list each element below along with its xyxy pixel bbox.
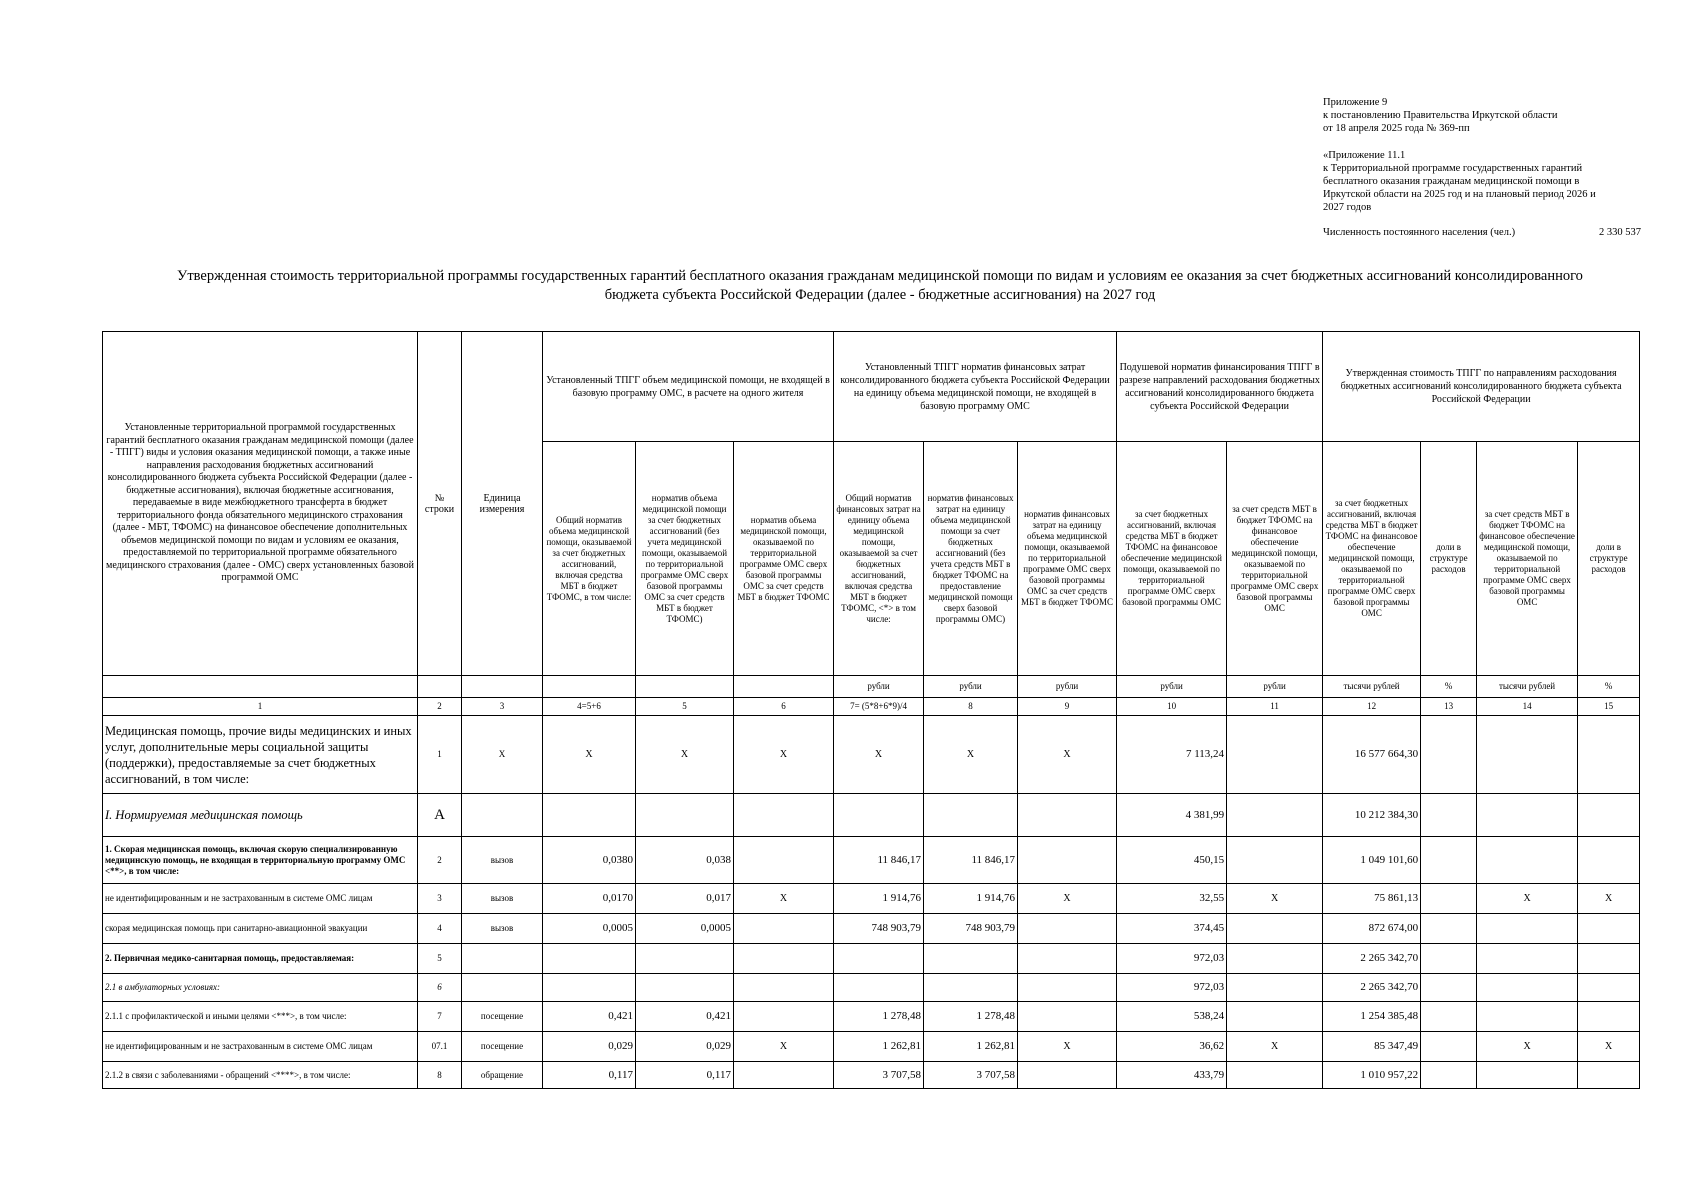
cell-c11 <box>1227 837 1323 884</box>
cell-c10: 32,55 <box>1117 884 1227 914</box>
unit-cell: рубли <box>1227 676 1323 698</box>
cell-c6 <box>734 944 834 974</box>
table-row <box>103 716 1640 794</box>
cell-c7: 11 846,17 <box>834 837 924 884</box>
cell-c7: 3 707,58 <box>834 1062 924 1089</box>
cell-c5: 0,421 <box>636 1002 734 1032</box>
cell-c7: Х <box>834 716 924 794</box>
header-col-13: доли в структуре расходов <box>1421 442 1477 676</box>
cell-c15: Х <box>1578 1032 1640 1062</box>
cell-c7: 1 278,48 <box>834 1002 924 1032</box>
cell-c5: 0,038 <box>636 837 734 884</box>
table-body <box>103 716 1640 1089</box>
row-unit <box>462 794 543 837</box>
header-group-approved-cost: Утвержденная стоимость ТПГГ по направлениям расходования бюджетных ассигнований консолидированного бюджета субъекта Российской Федерации <box>1323 332 1640 442</box>
cell-c12: 75 861,13 <box>1323 884 1421 914</box>
population-label: Численность постоянного населения (чел.) <box>1323 227 1516 238</box>
column-number: 11 <box>1227 698 1323 716</box>
annex-line: «Приложение 11.1 <box>1323 150 1406 161</box>
column-number: 10 <box>1117 698 1227 716</box>
cell-c12: 85 347,49 <box>1323 1032 1421 1062</box>
row-unit: обращение <box>462 1062 543 1089</box>
cell-c6 <box>734 1002 834 1032</box>
cell-c13 <box>1421 914 1477 944</box>
cell-c4: 0,0005 <box>543 914 636 944</box>
column-number: 12 <box>1323 698 1421 716</box>
row-label: I. Нормируемая медицинская помощь <box>103 794 418 837</box>
annex-line: Иркутской области на 2025 год и на плановый период 2026 и <box>1323 189 1596 200</box>
cell-c4: 0,421 <box>543 1002 636 1032</box>
cell-c13 <box>1421 884 1477 914</box>
cell-c15 <box>1578 794 1640 837</box>
cell-c8: 1 278,48 <box>924 1002 1018 1032</box>
cell-c6 <box>734 794 834 837</box>
cell-c4: 0,029 <box>543 1032 636 1062</box>
units-row <box>103 676 1640 698</box>
cell-c11: Х <box>1227 884 1323 914</box>
table-row <box>103 884 1640 914</box>
row-label: 2. Первичная медико-санитарная помощь, предоставляемая: <box>103 944 418 974</box>
cell-c8: Х <box>924 716 1018 794</box>
cell-c14 <box>1477 974 1578 1002</box>
row-unit: вызов <box>462 914 543 944</box>
row-number: 8 <box>418 1062 462 1089</box>
cell-c14 <box>1477 914 1578 944</box>
table-row <box>103 1032 1640 1062</box>
unit-cell: рубли <box>1018 676 1117 698</box>
cell-c14 <box>1477 837 1578 884</box>
row-number: 6 <box>418 974 462 1002</box>
cell-c6: Х <box>734 1032 834 1062</box>
column-number-row <box>103 698 1640 716</box>
cell-c4 <box>543 794 636 837</box>
cell-c9 <box>1018 837 1117 884</box>
cell-c15 <box>1578 974 1640 1002</box>
cell-c13 <box>1421 716 1477 794</box>
row-unit: посещение <box>462 1002 543 1032</box>
cell-c14 <box>1477 1002 1578 1032</box>
cell-c12: 1 049 101,60 <box>1323 837 1421 884</box>
cell-c14 <box>1477 716 1578 794</box>
cell-c8: 11 846,17 <box>924 837 1018 884</box>
row-label: скорая медицинская помощь при санитарно-авиационной эвакуации <box>103 914 418 944</box>
unit-cell <box>636 676 734 698</box>
cell-c11 <box>1227 1062 1323 1089</box>
row-label: не идентифицированным и не застрахованным в системе ОМС лицам <box>103 884 418 914</box>
header-col-14: за счет средств МБТ в бюджет ТФОМС на финансовое обеспечение медицинской помощи, оказываемой по территориальной программе ОМС сверх базовой программы ОМС <box>1477 442 1578 676</box>
cell-c11 <box>1227 944 1323 974</box>
unit-cell <box>734 676 834 698</box>
cell-c5 <box>636 794 734 837</box>
cell-c4 <box>543 944 636 974</box>
document-title-line-2: бюджета субъекта Российской Федерации (далее - бюджетные ассигнования) на 2027 год <box>604 287 1156 303</box>
annex-line: к постановлению Правительства Иркутской области <box>1323 110 1558 121</box>
cell-c15 <box>1578 1002 1640 1032</box>
annex-line: к Территориальной программе государственных гарантий <box>1323 163 1583 174</box>
cell-c11: Х <box>1227 1032 1323 1062</box>
unit-cell: % <box>1421 676 1477 698</box>
row-number: 5 <box>418 944 462 974</box>
row-label: 2.1.1 с профилактической и иными целями <***>, в том числе: <box>103 1002 418 1032</box>
unit-cell: тысячи рублей <box>1323 676 1421 698</box>
population-line <box>1323 227 1641 238</box>
column-number: 6 <box>734 698 834 716</box>
unit-cell <box>418 676 462 698</box>
unit-cell: рубли <box>834 676 924 698</box>
document-title-line-1: Утвержденная стоимость территориальной программы государственных гарантий бесплатного оказания гражданам медицинской помощи по видам и условиям ее оказания за счет бюджетных ассигнований консолидированного <box>177 268 1583 284</box>
cell-c4: Х <box>543 716 636 794</box>
header-col-5: норматив объема медицинской помощи за счет бюджетных ассигнований (без учета медицинской помощи, оказываемой по территориальной программе ОМС сверх базовой программы ОМС за счет средств МБТ в бюджет ТФОМС) <box>636 442 734 676</box>
cell-c7 <box>834 974 924 1002</box>
cell-c9 <box>1018 944 1117 974</box>
row-number: 2 <box>418 837 462 884</box>
row-unit <box>462 974 543 1002</box>
cell-c8 <box>924 974 1018 1002</box>
cell-c13 <box>1421 1002 1477 1032</box>
header-col-10: за счет бюджетных ассигнований, включая средства МБТ в бюджет ТФОМС на финансовое обеспечение медицинской помощи, оказываемой по территориальной программе ОМС сверх базовой программы ОМС <box>1117 442 1227 676</box>
cell-c12: 2 265 342,70 <box>1323 974 1421 1002</box>
cell-c10: 450,15 <box>1117 837 1227 884</box>
cell-c7: 1 262,81 <box>834 1032 924 1062</box>
cell-c4 <box>543 974 636 1002</box>
table-row <box>103 1002 1640 1032</box>
annex-line: от 18 апреля 2025 года № 369-пп <box>1323 123 1470 134</box>
header-group-per-capita: Подушевой норматив финансирования ТПГГ в разрезе направлений расходования бюджетных ассигнований консолидированного бюджета субъекта Российской Федерации <box>1117 332 1323 442</box>
cell-c15 <box>1578 944 1640 974</box>
cell-c12: 1 010 957,22 <box>1323 1062 1421 1089</box>
cell-c14: Х <box>1477 884 1578 914</box>
row-label: 2.1.2 в связи с заболеваниями - обращений <****>, в том числе: <box>103 1062 418 1089</box>
cell-c12: 1 254 385,48 <box>1323 1002 1421 1032</box>
header-col-2: № строки <box>418 332 462 676</box>
cell-c5: 0,0005 <box>636 914 734 944</box>
unit-cell <box>543 676 636 698</box>
cell-c14 <box>1477 1062 1578 1089</box>
cell-c6 <box>734 1062 834 1089</box>
cell-c15 <box>1578 716 1640 794</box>
column-number: 9 <box>1018 698 1117 716</box>
cell-c6: Х <box>734 884 834 914</box>
table-row <box>103 1062 1640 1089</box>
annex-line: 2027 годов <box>1323 202 1372 213</box>
row-label: не идентифицированным и не застрахованным в системе ОМС лицам <box>103 1032 418 1062</box>
cell-c9: Х <box>1018 884 1117 914</box>
cell-c10: 972,03 <box>1117 944 1227 974</box>
cell-c5 <box>636 974 734 1002</box>
cell-c15: Х <box>1578 884 1640 914</box>
cell-c12: 2 265 342,70 <box>1323 944 1421 974</box>
row-number: 1 <box>418 716 462 794</box>
cell-c4: 0,0380 <box>543 837 636 884</box>
cell-c13 <box>1421 794 1477 837</box>
cell-c12: 872 674,00 <box>1323 914 1421 944</box>
cell-c6 <box>734 914 834 944</box>
row-number: А <box>418 794 462 837</box>
column-number: 14 <box>1477 698 1578 716</box>
cell-c10: 4 381,99 <box>1117 794 1227 837</box>
cell-c15 <box>1578 837 1640 884</box>
population-value: 2 330 537 <box>1599 227 1641 238</box>
cell-c10: 36,62 <box>1117 1032 1227 1062</box>
cell-c11 <box>1227 914 1323 944</box>
header-col-8: норматив финансовых затрат на единицу объема медицинской помощи за счет бюджетных ассигнований (без учета средств МБТ в бюджет ТФОМС на предоставление медицинской помощи сверх базовой программы ОМС) <box>924 442 1018 676</box>
annex-reference-2 <box>1323 149 1653 214</box>
unit-cell: тысячи рублей <box>1477 676 1578 698</box>
cell-c13 <box>1421 944 1477 974</box>
unit-cell <box>103 676 418 698</box>
cell-c11 <box>1227 716 1323 794</box>
header-col-7: Общий норматив финансовых затрат на единицу объема медицинской помощи, оказываемой за счет бюджетных ассигнований, включая средства МБТ в бюджет ТФОМС, <*> в том числе: <box>834 442 924 676</box>
cell-c6 <box>734 837 834 884</box>
cell-c8: 3 707,58 <box>924 1062 1018 1089</box>
cell-c8 <box>924 944 1018 974</box>
column-number: 5 <box>636 698 734 716</box>
annex-reference-1 <box>1323 96 1653 135</box>
cell-c10: 538,24 <box>1117 1002 1227 1032</box>
row-unit: Х <box>462 716 543 794</box>
cell-c6 <box>734 974 834 1002</box>
table-row <box>103 914 1640 944</box>
cell-c14 <box>1477 944 1578 974</box>
header-col-12: за счет бюджетных ассигнований, включая средства МБТ в бюджет ТФОМС на финансовое обеспечение медицинской помощи, оказываемой по территориальной программе ОМС сверх базовой программы ОМС <box>1323 442 1421 676</box>
table-row <box>103 944 1640 974</box>
column-number: 4=5+6 <box>543 698 636 716</box>
cell-c5 <box>636 944 734 974</box>
cell-c10: 374,45 <box>1117 914 1227 944</box>
cell-c11 <box>1227 974 1323 1002</box>
cell-c8: 1 914,76 <box>924 884 1018 914</box>
unit-cell: рубли <box>1117 676 1227 698</box>
cell-c5: Х <box>636 716 734 794</box>
row-number: 7 <box>418 1002 462 1032</box>
annex-line: бесплатного оказания гражданам медицинской помощи в <box>1323 176 1580 187</box>
cell-c12: 16 577 664,30 <box>1323 716 1421 794</box>
header-col-11: за счет средств МБТ в бюджет ТФОМС на финансовое обеспечение медицинской помощи, оказываемой по территориальной программе ОМС сверх базовой программы ОМС <box>1227 442 1323 676</box>
cell-c5: 0,117 <box>636 1062 734 1089</box>
cell-c15 <box>1578 914 1640 944</box>
row-number: 3 <box>418 884 462 914</box>
cell-c15 <box>1578 1062 1640 1089</box>
cell-c10: 7 113,24 <box>1117 716 1227 794</box>
row-unit: вызов <box>462 837 543 884</box>
cost-table <box>102 331 1640 1089</box>
cell-c7: 748 903,79 <box>834 914 924 944</box>
cell-c5: 0,029 <box>636 1032 734 1062</box>
table-row <box>103 974 1640 1002</box>
row-label: 1. Скорая медицинская помощь, включая скорую специализированную медицинскую помощь, не входящая в территориальную программу ОМС <**>, в том числе: <box>103 837 418 884</box>
row-unit <box>462 944 543 974</box>
cell-c9 <box>1018 794 1117 837</box>
header-group-volume: Установленный ТПГГ объем медицинской помощи, не входящей в базовую программу ОМС, в расчете на одного жителя <box>543 332 834 442</box>
cell-c12: 10 212 384,30 <box>1323 794 1421 837</box>
cell-c7: 1 914,76 <box>834 884 924 914</box>
cell-c13 <box>1421 974 1477 1002</box>
document-title <box>110 267 1650 305</box>
header-col-6: норматив объема медицинской помощи, оказываемой по территориальной программе ОМС сверх базовой программы ОМС за счет средств МБТ в бюджет ТФОМС <box>734 442 834 676</box>
cell-c4: 0,0170 <box>543 884 636 914</box>
row-label: Медицинская помощь, прочие виды медицинских и иных услуг, дополнительные меры социальной защиты (поддержки), предоставляемые за счет бюджетных ассигнований, в том числе: <box>103 716 418 794</box>
header-row-groups <box>103 332 1640 442</box>
annex-line: Приложение 9 <box>1323 97 1388 108</box>
cell-c11 <box>1227 794 1323 837</box>
header-col-3: Единица измерения <box>462 332 543 676</box>
cell-c9: Х <box>1018 716 1117 794</box>
cell-c9 <box>1018 914 1117 944</box>
row-unit: посещение <box>462 1032 543 1062</box>
cell-c10: 972,03 <box>1117 974 1227 1002</box>
unit-cell: % <box>1578 676 1640 698</box>
cell-c13 <box>1421 1032 1477 1062</box>
unit-cell <box>462 676 543 698</box>
header-col-9: норматив финансовых затрат на единицу объема медицинской помощи, оказываемой по территориальной программе ОМС сверх базовой программы ОМС за счет средств МБТ в бюджет ТФОМС <box>1018 442 1117 676</box>
row-number: 4 <box>418 914 462 944</box>
cell-c7 <box>834 794 924 837</box>
row-unit: вызов <box>462 884 543 914</box>
cell-c8: 748 903,79 <box>924 914 1018 944</box>
row-number: 07.1 <box>418 1032 462 1062</box>
cell-c7 <box>834 944 924 974</box>
column-number: 2 <box>418 698 462 716</box>
column-number: 8 <box>924 698 1018 716</box>
cell-c9: Х <box>1018 1032 1117 1062</box>
unit-cell: рубли <box>924 676 1018 698</box>
cell-c9 <box>1018 1062 1117 1089</box>
cell-c9 <box>1018 1002 1117 1032</box>
cell-c6: Х <box>734 716 834 794</box>
column-number: 13 <box>1421 698 1477 716</box>
column-number: 3 <box>462 698 543 716</box>
cell-c13 <box>1421 1062 1477 1089</box>
header-col-1: Установленные территориальной программой государственных гарантий бесплатного оказания гражданам медицинской помощи (далее - ТПГГ) виды и условия оказания медицинской помощи, а также иные направления расходования бюджетных ассигнований консолидированного бюджета субъекта Российской Федерации (далее - бюджетные ассигнования), включая бюджетные ассигнования, передаваемые в виде межбюджетного трансферта в бюджет территориального фонда обязательного медицинского страхования (далее - МБТ, ТФОМС) на финансовое обеспечение дополнительных объемов медицинской помощи по видам и условиям ее оказания, предоставляемой по территориальной программе обязательного медицинского страхования (далее - ОМС) сверх установленных базовой программой ОМС <box>103 332 418 676</box>
header-group-cost-norm: Установленный ТПГГ норматив финансовых затрат консолидированного бюджета субъекта Российской Федерации на единицу объема медицинской помощи, не входящей в базовую программу ОМС <box>834 332 1117 442</box>
header-col-4: Общий норматив объема медицинской помощи, оказываемой за счет бюджетных ассигнований, включая средства МБТ в бюджет ТФОМС, в том числе: <box>543 442 636 676</box>
cell-c5: 0,017 <box>636 884 734 914</box>
table-row <box>103 794 1640 837</box>
column-number: 7= (5*8+6*9)/4 <box>834 698 924 716</box>
column-number: 15 <box>1578 698 1640 716</box>
cell-c10: 433,79 <box>1117 1062 1227 1089</box>
cell-c11 <box>1227 1002 1323 1032</box>
cell-c13 <box>1421 837 1477 884</box>
table-row <box>103 837 1640 884</box>
column-number: 1 <box>103 698 418 716</box>
cell-c4: 0,117 <box>543 1062 636 1089</box>
cell-c8 <box>924 794 1018 837</box>
header-col-15: доли в структуре расходов <box>1578 442 1640 676</box>
cell-c14: Х <box>1477 1032 1578 1062</box>
cell-c14 <box>1477 794 1578 837</box>
row-label: 2.1 в амбулаторных условиях: <box>103 974 418 1002</box>
cell-c8: 1 262,81 <box>924 1032 1018 1062</box>
cell-c9 <box>1018 974 1117 1002</box>
